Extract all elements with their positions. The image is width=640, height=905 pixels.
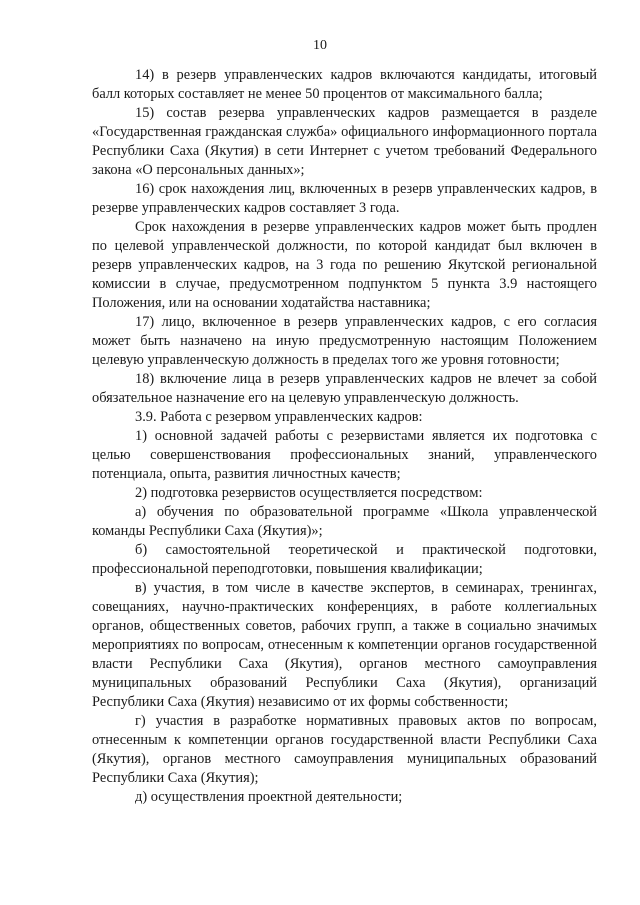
paragraph-item-16: 16) срок нахождения лиц, включенных в резерв управленческих кадров, в резерве управленческих кадров составляет 3 года. bbox=[92, 181, 597, 216]
paragraph-subitem-b: б) самостоятельной теоретической и практической подготовки, профессиональной переподготовки, повышения квалификации; bbox=[92, 542, 597, 577]
paragraph-subitem-a: а) обучения по образовательной программе «Школа управленческой команды Республики Саха (Якутия)»; bbox=[92, 504, 597, 539]
paragraph-item-14: 14) в резерв управленческих кадров включаются кандидаты, итоговый балл которых составляет не менее 50 процентов от максимального балла; bbox=[92, 67, 597, 102]
paragraph-reserve-term-extension: Срок нахождения в резерве управленческих кадров может быть продлен по целевой управленческой должности, по которой кандидат был включен в резерв управленческих кадров, на 3 года по решению Якутской региональной комиссии в случае, предусмотренном подпунктом 5 пункта 3.9 настоящего Положения, или на основании ходатайства наставника; bbox=[92, 219, 597, 311]
section-heading-3-9: 3.9. Работа с резервом управленческих кадров: bbox=[135, 409, 423, 425]
paragraph-subitem-v: в) участия, в том числе в качестве экспертов, в семинарах, тренингах, совещаниях, научно-практических конференциях, в работе коллегиальных органов, общественных советов, рабочих групп, а также в социально значимых мероприятиях по вопросам, отнесенным к компетенции органов государственной власти Республики Саха (Якутия), органов местного самоуправления муниципальных образований Республики Саха (Якутия), организаций Республики Саха (Якутия) независимо от их формы собственности; bbox=[92, 580, 597, 710]
paragraph-subitem-2: 2) подготовка резервистов осуществляется посредством: bbox=[135, 485, 483, 501]
document-body bbox=[92, 66, 597, 807]
page-number: 10 bbox=[313, 38, 327, 53]
paragraph-item-18: 18) включение лица в резерв управленческих кадров не влечет за собой обязательное назначение его на целевую управленческую должность. bbox=[92, 371, 597, 406]
paragraph-subitem-g: г) участия в разработке нормативных правовых актов по вопросам, отнесенным к компетенции органов государственной власти Республики Саха (Якутия), органов местного самоуправления муниципальных образований Республики Саха (Якутия); bbox=[92, 713, 597, 786]
paragraph-item-15: 15) состав резерва управленческих кадров размещается в разделе «Государственная гражданская служба» официального информационного портала Республики Саха (Якутия) в сети Интернет с учетом требований Федерального закона «О персональных данных»; bbox=[92, 105, 597, 178]
paragraph-item-17: 17) лицо, включенное в резерв управленческих кадров, с его согласия может быть назначено на иную предусмотренную настоящим Положением целевую управленческую должность в пределах того же уровня готовности; bbox=[92, 314, 597, 368]
paragraph-subitem-d: д) осуществления проектной деятельности; bbox=[135, 789, 403, 805]
paragraph-subitem-1: 1) основной задачей работы с резервистами является их подготовка с целью совершенствования профессиональных знаний, управленческого потенциала, опыта, развития личностных качеств; bbox=[92, 428, 597, 482]
